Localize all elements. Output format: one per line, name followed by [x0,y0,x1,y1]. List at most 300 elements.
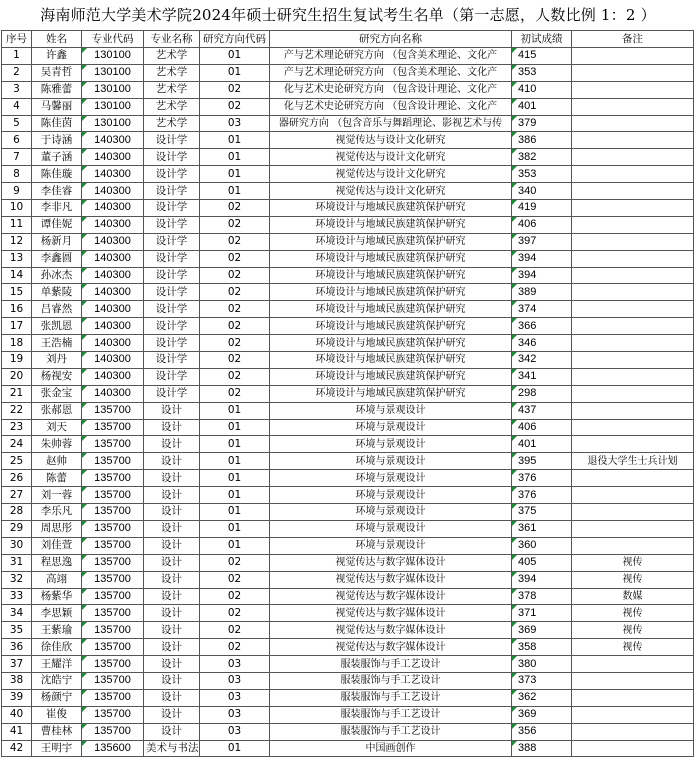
direction-code-cell: 02 [200,554,270,571]
note-cell [572,233,694,250]
major-code-cell: 140300 [82,200,144,217]
direction-name-cell: 服装服饰与手工艺设计 [270,689,512,706]
major-code-cell: 140300 [82,166,144,183]
major-code-cell: 135700 [82,419,144,436]
direction-code-cell: 02 [200,233,270,250]
table-row [2,318,694,335]
direction-code-cell: 02 [200,639,270,656]
candidate-name-cell: 张金宝 [32,385,82,402]
direction-code-cell: 01 [200,453,270,470]
table-row [2,723,694,740]
direction-code-cell: 01 [200,470,270,487]
major-code-cell: 140300 [82,318,144,335]
note-cell [572,166,694,183]
direction-code-cell: 03 [200,689,270,706]
score-cell: 410 [512,81,572,98]
direction-code-cell: 02 [200,571,270,588]
major-code-cell: 135700 [82,453,144,470]
table-row [2,301,694,318]
header-row [2,31,694,48]
header-cell-major-name: 专业名称 [144,31,200,48]
major-code-cell: 140300 [82,301,144,318]
direction-name-cell: 视觉传达与设计文化研究 [270,183,512,200]
table-row [2,436,694,453]
note-cell: 视传 [572,554,694,571]
row-index-cell: 33 [2,588,32,605]
candidate-name-cell: 杨视安 [32,368,82,385]
candidate-name-cell: 于诗涵 [32,132,82,149]
candidate-name-cell: 杨颜宁 [32,689,82,706]
row-index-cell: 28 [2,504,32,521]
page-title: 海南师范大学美术学院2024年硕士研究生招生复试考生名单（第一志愿，人数比例 1：2 ） [40,6,656,24]
direction-code-cell: 02 [200,318,270,335]
note-cell [572,740,694,757]
direction-name-cell: 环境与景观设计 [270,470,512,487]
row-index-cell: 41 [2,723,32,740]
direction-name-cell: 环境与景观设计 [270,537,512,554]
direction-name-cell: 环境与景观设计 [270,436,512,453]
direction-name-cell: 视觉传达与数字媒体设计 [270,605,512,622]
major-name-cell: 设计学 [144,352,200,369]
major-name-cell: 设计 [144,470,200,487]
direction-code-cell: 01 [200,537,270,554]
direction-name-cell: 视觉传达与设计文化研究 [270,132,512,149]
note-cell [572,115,694,132]
table-row [2,520,694,537]
table-row [2,115,694,132]
score-cell: 394 [512,571,572,588]
candidate-name-cell: 谭佳妮 [32,216,82,233]
direction-code-cell: 02 [200,81,270,98]
table-row [2,487,694,504]
major-name-cell: 设计 [144,605,200,622]
candidate-name-cell: 李乐凡 [32,504,82,521]
score-cell: 353 [512,64,572,81]
note-cell [572,419,694,436]
major-code-cell: 130100 [82,81,144,98]
row-index-cell: 36 [2,639,32,656]
score-cell: 356 [512,723,572,740]
note-cell [572,368,694,385]
row-index-cell: 22 [2,402,32,419]
candidate-name-cell: 李非凡 [32,200,82,217]
major-name-cell: 设计 [144,520,200,537]
candidate-name-cell: 李思颖 [32,605,82,622]
row-index-cell: 11 [2,216,32,233]
candidate-name-cell: 刘佳萱 [32,537,82,554]
table-row [2,132,694,149]
note-cell: 视传 [572,622,694,639]
direction-code-cell: 01 [200,487,270,504]
major-code-cell: 135700 [82,672,144,689]
row-index-cell: 27 [2,487,32,504]
major-code-cell: 135700 [82,520,144,537]
score-cell: 379 [512,115,572,132]
candidate-name-cell: 刘一蓉 [32,487,82,504]
score-cell: 340 [512,183,572,200]
direction-name-cell: 视觉传达与设计文化研究 [270,166,512,183]
table-row [2,81,694,98]
major-name-cell: 设计学 [144,216,200,233]
candidate-name-cell: 周思彤 [32,520,82,537]
major-name-cell: 设计学 [144,318,200,335]
major-code-cell: 135600 [82,740,144,757]
table-row [2,267,694,284]
major-name-cell: 设计 [144,504,200,521]
score-cell: 401 [512,436,572,453]
direction-name-cell: 视觉传达与数字媒体设计 [270,622,512,639]
direction-name-cell: 环境设计与地域民族建筑保护研究 [270,267,512,284]
direction-name-cell: 化与艺术史论研究方向 （包含设计理论、文化产 [270,98,512,115]
table-row [2,368,694,385]
row-index-cell: 25 [2,453,32,470]
direction-code-cell: 02 [200,98,270,115]
note-cell [572,520,694,537]
direction-code-cell: 03 [200,672,270,689]
direction-name-cell: 环境与景观设计 [270,487,512,504]
row-index-cell: 2 [2,64,32,81]
score-cell: 395 [512,453,572,470]
table-row [2,605,694,622]
major-name-cell: 美术与书法 [144,740,200,757]
table-row [2,672,694,689]
score-cell: 346 [512,335,572,352]
note-cell [572,436,694,453]
major-code-cell: 130100 [82,115,144,132]
major-name-cell: 设计 [144,436,200,453]
table-row [2,233,694,250]
major-name-cell: 设计学 [144,301,200,318]
direction-name-cell: 视觉传达与数字媒体设计 [270,554,512,571]
major-code-cell: 135700 [82,537,144,554]
direction-name-cell: 服装服饰与手工艺设计 [270,706,512,723]
direction-code-cell: 01 [200,504,270,521]
candidate-name-cell: 王紫瑜 [32,622,82,639]
score-cell: 406 [512,216,572,233]
major-code-cell: 135700 [82,436,144,453]
header-cell-name: 姓名 [32,31,82,48]
table-row [2,740,694,757]
major-name-cell: 设计 [144,571,200,588]
major-name-cell: 设计学 [144,284,200,301]
row-index-cell: 1 [2,48,32,65]
direction-code-cell: 02 [200,216,270,233]
direction-code-cell: 01 [200,740,270,757]
major-code-cell: 140300 [82,132,144,149]
major-code-cell: 135700 [82,588,144,605]
note-cell [572,402,694,419]
major-code-cell: 135700 [82,402,144,419]
candidate-name-cell: 高翊 [32,571,82,588]
score-cell: 382 [512,149,572,166]
score-cell: 371 [512,605,572,622]
major-name-cell: 设计 [144,689,200,706]
row-index-cell: 34 [2,605,32,622]
note-cell: 退役大学生士兵计划 [572,453,694,470]
note-cell [572,64,694,81]
major-code-cell: 135700 [82,706,144,723]
note-cell [572,48,694,65]
candidate-name-cell: 朱帅蓉 [32,436,82,453]
row-index-cell: 14 [2,267,32,284]
row-index-cell: 7 [2,149,32,166]
row-index-cell: 39 [2,689,32,706]
candidate-name-cell: 刘天 [32,419,82,436]
direction-code-cell: 01 [200,183,270,200]
direction-name-cell: 视觉传达与设计文化研究 [270,149,512,166]
row-index-cell: 21 [2,385,32,402]
table-row [2,183,694,200]
row-index-cell: 38 [2,672,32,689]
direction-code-cell: 02 [200,385,270,402]
note-cell: 视传 [572,639,694,656]
candidate-name-cell: 许鑫 [32,48,82,65]
header-cell-major-code: 专业代码 [82,31,144,48]
table-body [2,48,694,757]
major-name-cell: 设计学 [144,183,200,200]
direction-name-cell: 环境设计与地域民族建筑保护研究 [270,368,512,385]
major-code-cell: 135700 [82,605,144,622]
score-cell: 386 [512,132,572,149]
candidate-name-cell: 单紫陵 [32,284,82,301]
direction-name-cell: 器研究方向 （包含音乐与舞蹈理论、影视艺术与传 [270,115,512,132]
row-index-cell: 13 [2,250,32,267]
table-row [2,64,694,81]
note-cell [572,689,694,706]
candidate-name-cell: 马馨丽 [32,98,82,115]
candidate-name-cell: 李鑫圆 [32,250,82,267]
direction-code-cell: 01 [200,149,270,166]
table-row [2,504,694,521]
row-index-cell: 20 [2,368,32,385]
note-cell [572,318,694,335]
row-index-cell: 29 [2,520,32,537]
candidate-name-cell: 杨紫华 [32,588,82,605]
major-name-cell: 艺术学 [144,48,200,65]
row-index-cell: 30 [2,537,32,554]
direction-name-cell: 服装服饰与手工艺设计 [270,656,512,673]
candidate-name-cell: 王明宇 [32,740,82,757]
major-name-cell: 艺术学 [144,98,200,115]
candidate-name-cell: 曹桂林 [32,723,82,740]
row-index-cell: 40 [2,706,32,723]
direction-code-cell: 02 [200,301,270,318]
direction-code-cell: 02 [200,352,270,369]
note-cell [572,301,694,318]
table-row [2,385,694,402]
score-cell: 394 [512,267,572,284]
note-cell [572,723,694,740]
row-index-cell: 16 [2,301,32,318]
major-name-cell: 设计学 [144,233,200,250]
score-cell: 361 [512,520,572,537]
direction-name-cell: 环境设计与地域民族建筑保护研究 [270,250,512,267]
candidate-name-cell: 王浩楠 [32,335,82,352]
table-row [2,98,694,115]
row-index-cell: 24 [2,436,32,453]
note-cell [572,672,694,689]
row-index-cell: 4 [2,98,32,115]
major-name-cell: 艺术学 [144,81,200,98]
major-code-cell: 140300 [82,385,144,402]
major-code-cell: 135700 [82,622,144,639]
note-cell [572,284,694,301]
row-index-cell: 15 [2,284,32,301]
table-row [2,149,694,166]
direction-code-cell: 01 [200,132,270,149]
major-name-cell: 设计 [144,706,200,723]
major-name-cell: 设计 [144,723,200,740]
direction-name-cell: 视觉传达与数字媒体设计 [270,639,512,656]
score-cell: 394 [512,250,572,267]
score-cell: 360 [512,537,572,554]
candidate-name-cell: 张郝恩 [32,402,82,419]
row-index-cell: 19 [2,352,32,369]
direction-name-cell: 环境设计与地域民族建筑保护研究 [270,200,512,217]
candidate-name-cell: 杨新月 [32,233,82,250]
candidate-name-cell: 王耀洋 [32,656,82,673]
note-cell [572,200,694,217]
score-cell: 405 [512,554,572,571]
direction-code-cell: 01 [200,48,270,65]
direction-code-cell: 02 [200,368,270,385]
direction-name-cell: 产与艺术理论研究方向 （包含美术理论、文化产 [270,48,512,65]
major-name-cell: 艺术学 [144,115,200,132]
header-cell-note: 备注 [572,31,694,48]
direction-code-cell: 02 [200,588,270,605]
score-cell: 376 [512,470,572,487]
direction-name-cell: 环境设计与地域民族建筑保护研究 [270,352,512,369]
note-cell [572,98,694,115]
direction-name-cell: 环境设计与地域民族建筑保护研究 [270,385,512,402]
major-code-cell: 130100 [82,48,144,65]
major-code-cell: 135700 [82,571,144,588]
direction-name-cell: 环境设计与地域民族建筑保护研究 [270,318,512,335]
direction-code-cell: 02 [200,284,270,301]
table-row [2,622,694,639]
major-name-cell: 设计 [144,453,200,470]
note-cell [572,385,694,402]
major-code-cell: 135700 [82,504,144,521]
note-cell: 视传 [572,571,694,588]
major-code-cell: 135700 [82,656,144,673]
score-cell: 366 [512,318,572,335]
major-name-cell: 设计 [144,537,200,554]
direction-name-cell: 环境设计与地域民族建筑保护研究 [270,216,512,233]
major-name-cell: 设计学 [144,335,200,352]
candidate-name-cell: 张凯恩 [32,318,82,335]
major-name-cell: 设计 [144,672,200,689]
row-index-cell: 31 [2,554,32,571]
note-cell: 视传 [572,605,694,622]
row-index-cell: 12 [2,233,32,250]
score-cell: 388 [512,740,572,757]
major-code-cell: 140300 [82,233,144,250]
candidate-table [1,30,694,757]
score-cell: 298 [512,385,572,402]
note-cell [572,267,694,284]
candidate-name-cell: 吴青哲 [32,64,82,81]
score-cell: 437 [512,402,572,419]
major-code-cell: 135700 [82,487,144,504]
direction-name-cell: 环境设计与地域民族建筑保护研究 [270,284,512,301]
header-cell-direction-code: 研究方向代码 [200,31,270,48]
direction-code-cell: 03 [200,723,270,740]
table-row [2,200,694,217]
direction-code-cell: 03 [200,706,270,723]
note-cell: 数媒 [572,588,694,605]
major-code-cell: 140300 [82,368,144,385]
score-cell: 341 [512,368,572,385]
direction-code-cell: 03 [200,656,270,673]
major-code-cell: 140300 [82,352,144,369]
direction-name-cell: 环境设计与地域民族建筑保护研究 [270,301,512,318]
header-cell-score: 初试成绩 [512,31,572,48]
score-cell: 358 [512,639,572,656]
major-name-cell: 设计 [144,419,200,436]
table-row [2,639,694,656]
candidate-name-cell: 赵帅 [32,453,82,470]
major-name-cell: 设计学 [144,250,200,267]
row-index-cell: 17 [2,318,32,335]
score-cell: 369 [512,706,572,723]
table-row [2,284,694,301]
table-row [2,537,694,554]
candidate-name-cell: 沈皓宁 [32,672,82,689]
score-cell: 375 [512,504,572,521]
note-cell [572,149,694,166]
direction-name-cell: 环境与景观设计 [270,402,512,419]
major-name-cell: 设计 [144,554,200,571]
direction-code-cell: 01 [200,419,270,436]
note-cell [572,487,694,504]
note-cell [572,335,694,352]
direction-code-cell: 02 [200,250,270,267]
major-name-cell: 设计学 [144,200,200,217]
major-code-cell: 135700 [82,470,144,487]
major-code-cell: 135700 [82,723,144,740]
direction-code-cell: 02 [200,267,270,284]
row-index-cell: 23 [2,419,32,436]
candidate-name-cell: 吕睿然 [32,301,82,318]
major-name-cell: 设计学 [144,166,200,183]
direction-name-cell: 服装服饰与手工艺设计 [270,672,512,689]
major-code-cell: 140300 [82,250,144,267]
major-code-cell: 135700 [82,689,144,706]
major-code-cell: 140300 [82,183,144,200]
major-name-cell: 设计 [144,402,200,419]
major-code-cell: 135700 [82,554,144,571]
major-name-cell: 设计 [144,588,200,605]
note-cell [572,132,694,149]
score-cell: 378 [512,588,572,605]
score-cell: 369 [512,622,572,639]
note-cell [572,470,694,487]
table-row [2,588,694,605]
score-cell: 397 [512,233,572,250]
table-row [2,453,694,470]
table-row [2,470,694,487]
major-code-cell: 140300 [82,335,144,352]
direction-code-cell: 02 [200,605,270,622]
major-name-cell: 设计 [144,487,200,504]
note-cell [572,504,694,521]
candidate-name-cell: 崔俊 [32,706,82,723]
row-index-cell: 9 [2,183,32,200]
note-cell [572,537,694,554]
table-row [2,166,694,183]
score-cell: 342 [512,352,572,369]
